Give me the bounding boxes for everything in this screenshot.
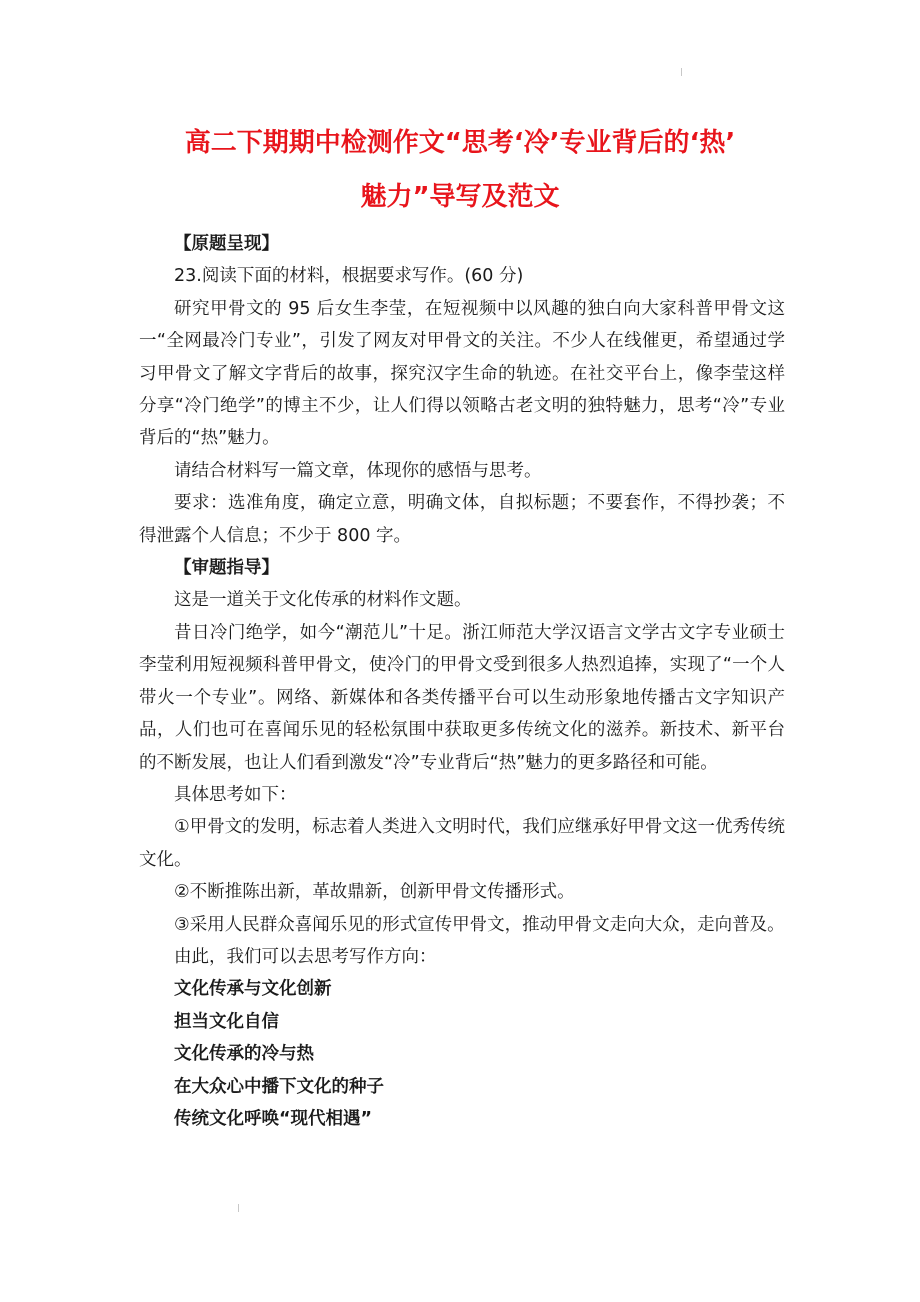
question-line: 23.阅读下面的材料，根据要求写作。(60 分) bbox=[174, 266, 524, 287]
thinking-point-2: ②不断推陈出新，革故鼎新，创新甲骨文传播形式。 bbox=[174, 882, 575, 903]
writing-direction-3: 文化传承的冷与热 bbox=[174, 1044, 314, 1065]
title-line-1: 高二下期期中检测作文“思考‘冷’专业背后的‘热’ bbox=[184, 128, 736, 158]
writing-direction-4: 在大众心中播下文化的种子 bbox=[174, 1076, 384, 1097]
thinking-intro: 具体思考如下： bbox=[174, 784, 297, 805]
material-paragraph: 研究甲骨文的 95 后女生李莹，在短视频中以风趣的独白向大家科普甲骨文这一“全网最冷门专业”，引发了网友对甲骨文的关注。不少人在线催更，希望通过学习甲骨文了解文字背后的故事，探究汉字生命的轨迹。在社交平台上，像李莹这样分享“冷门绝学”的博主不少，让人们得以领略古老文明的独特魅力，思考“冷”专业背后的“热”魅力。 bbox=[139, 298, 785, 449]
thinking-point-3: ③采用人民群众喜闻乐见的形式宣传甲骨文，推动甲骨文走向大众，走向普及。 bbox=[174, 914, 785, 935]
guidance-analysis: 昔日冷门绝学，如今“潮范儿”十足。浙江师范大学汉语言文学古文字专业硕士李莹利用短视频科普甲骨文，使冷门的甲骨文受到很多人热烈追捧，实现了“一个人带火一个专业”。网络、新媒体和各类传播平台可以生动形象地传播古文字知识产品，人们也可在喜闻乐见的轻松氛围中获取更多传统文化的滋养。新技术、新平台的不断发展，也让人们看到激发“冷”专业背后“热”魅力的更多路径和可能。 bbox=[139, 622, 785, 773]
document-title bbox=[120, 116, 800, 224]
directions-intro: 由此，我们可以去思考写作方向： bbox=[174, 946, 437, 967]
guidance-intro: 这是一道关于文化传承的材料作文题。 bbox=[174, 590, 472, 611]
title-line-2: 魅力”导写及范文 bbox=[360, 182, 560, 212]
page-corner-mark bbox=[238, 1204, 239, 1212]
writing-direction-2: 担当文化自信 bbox=[174, 1011, 279, 1032]
writing-direction-1: 文化传承与文化创新 bbox=[174, 979, 332, 1000]
thinking-point-1: ①甲骨文的发明，标志着人类进入文明时代，我们应继承好甲骨文这一优秀传统文化。 bbox=[139, 817, 785, 870]
section-heading-original-question: 【原题呈现】 bbox=[174, 234, 279, 254]
writing-direction-5: 传统文化呼唤“现代相遇” bbox=[174, 1108, 373, 1129]
requirements-paragraph: 要求：选准角度，确定立意，明确文体，自拟标题；不要套作，不得抄袭；不得泄露个人信息；不少于 800 字。 bbox=[139, 493, 785, 546]
section-heading-guidance: 【审题指导】 bbox=[174, 558, 279, 579]
page-corner-mark bbox=[681, 68, 682, 76]
document-body bbox=[139, 228, 785, 1135]
instruction-paragraph: 请结合材料写一篇文章，体现你的感悟与思考。 bbox=[174, 460, 542, 481]
